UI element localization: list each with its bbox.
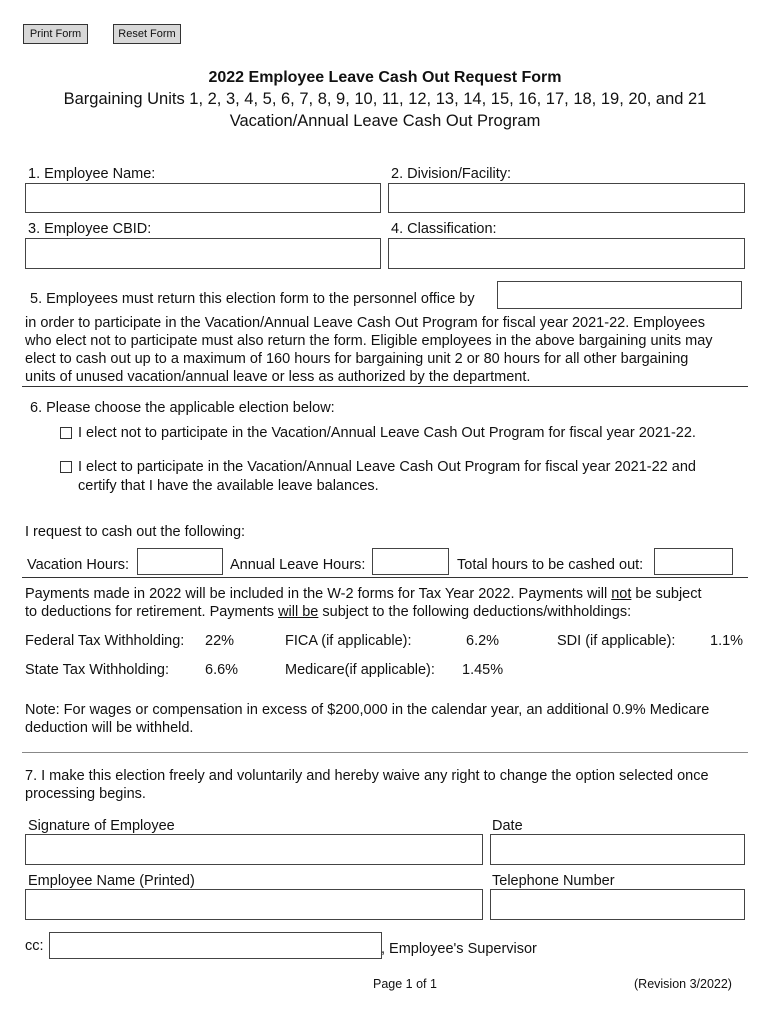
- cc-input[interactable]: [49, 932, 382, 959]
- annual-leave-hours-label: Annual Leave Hours:: [230, 557, 366, 573]
- fica-value: 6.2%: [466, 633, 500, 649]
- medicare-note-line1: Note: For wages or compensation in excess of $200,000 in the calendar year, an additional 0.9% Medicare: [25, 702, 710, 718]
- print-form-button[interactable]: Print Form: [23, 24, 88, 44]
- page-number: Page 1 of 1: [373, 977, 437, 991]
- cc-label: cc:: [25, 938, 44, 954]
- date-label: Date: [492, 818, 523, 834]
- form-subtitle-units: Bargaining Units 1, 2, 3, 4, 5, 6, 7, 8, 9, 10, 11, 12, 13, 14, 15, 16, 17, 18, 19, 20, and 21: [63, 90, 707, 108]
- section7-line1: 7. I make this election freely and voluntarily and hereby waive any right to change the option selected once: [25, 768, 709, 784]
- total-hours-input[interactable]: [654, 548, 733, 575]
- employee-name-input[interactable]: [25, 183, 381, 213]
- cbid-input[interactable]: [25, 238, 381, 269]
- section5-line2: who elect not to participate must also return the form. Eligible employees in the above bargaining units may: [25, 333, 713, 349]
- medicare-label: Medicare(if applicable):: [285, 662, 435, 678]
- cbid-label: 3. Employee CBID:: [28, 221, 152, 237]
- divider: [22, 386, 748, 387]
- section7-line2: processing begins.: [25, 786, 146, 802]
- payments-line1: Payments made in 2022 will be included in the W-2 forms for Tax Year 2022. Payments will not be subject: [25, 586, 702, 602]
- state-tax-label: State Tax Withholding:: [25, 662, 170, 678]
- signature-label: Signature of Employee: [28, 818, 175, 834]
- division-input[interactable]: [388, 183, 745, 213]
- cc-suffix: , Employee's Supervisor: [381, 941, 537, 957]
- annual-leave-hours-input[interactable]: [372, 548, 449, 575]
- fica-label: FICA (if applicable):: [285, 633, 412, 649]
- vacation-hours-input[interactable]: [137, 548, 223, 575]
- opt-out-label: I elect not to participate in the Vacation/Annual Leave Cash Out Program for fiscal year 2021-22.: [78, 425, 696, 441]
- section5-line1: in order to participate in the Vacation/Annual Leave Cash Out Program for fiscal year 2021-22. Employees: [25, 315, 705, 331]
- return-date-input[interactable]: [497, 281, 742, 309]
- section5-line4: units of unused vacation/annual leave or less as authorized by the department.: [25, 369, 531, 385]
- section5-line3: elect to cash out up to a maximum of 160 hours for bargaining unit 2 or 80 hours for all other bargaining: [25, 351, 689, 367]
- classification-input[interactable]: [388, 238, 745, 269]
- reset-form-button[interactable]: Reset Form: [113, 24, 181, 44]
- total-hours-label: Total hours to be cashed out:: [457, 557, 644, 573]
- medicare-value: 1.45%: [462, 662, 504, 678]
- divider: [22, 577, 748, 578]
- divider: [22, 752, 748, 753]
- section6-heading: 6. Please choose the applicable election below:: [30, 400, 335, 416]
- sdi-label: SDI (if applicable):: [557, 633, 676, 649]
- telephone-label: Telephone Number: [492, 873, 615, 889]
- employee-name-label: 1. Employee Name:: [28, 166, 156, 182]
- payments-line2: to deductions for retirement. Payments will be subject to the following deductions/withholdings:: [25, 604, 632, 620]
- cashout-intro: I request to cash out the following:: [25, 524, 246, 540]
- telephone-input[interactable]: [490, 889, 745, 920]
- form-title: 2022 Employee Leave Cash Out Request Form: [208, 69, 562, 86]
- state-tax-value: 6.6%: [205, 662, 239, 678]
- opt-in-checkbox[interactable]: [60, 461, 72, 473]
- division-label: 2. Division/Facility:: [391, 166, 512, 182]
- signature-input[interactable]: [25, 834, 483, 865]
- federal-tax-value: 22%: [205, 633, 235, 649]
- opt-in-label-line1: I elect to participate in the Vacation/Annual Leave Cash Out Program for fiscal year 2021-22 and: [78, 459, 696, 475]
- sdi-value: 1.1%: [710, 633, 744, 649]
- printed-name-label: Employee Name (Printed): [28, 873, 195, 889]
- form-subtitle-program: Vacation/Annual Leave Cash Out Program: [229, 112, 541, 130]
- date-input[interactable]: [490, 834, 745, 865]
- revision-label: (Revision 3/2022): [634, 977, 732, 991]
- opt-in-label-line2: certify that I have the available leave balances.: [78, 478, 379, 494]
- printed-name-input[interactable]: [25, 889, 483, 920]
- classification-label: 4. Classification:: [391, 221, 497, 237]
- federal-tax-label: Federal Tax Withholding:: [25, 633, 185, 649]
- medicare-note-line2: deduction will be withheld.: [25, 720, 194, 736]
- opt-out-checkbox[interactable]: [60, 427, 72, 439]
- section5-lead: 5. Employees must return this election form to the personnel office by: [30, 291, 475, 307]
- vacation-hours-label: Vacation Hours:: [27, 557, 130, 573]
